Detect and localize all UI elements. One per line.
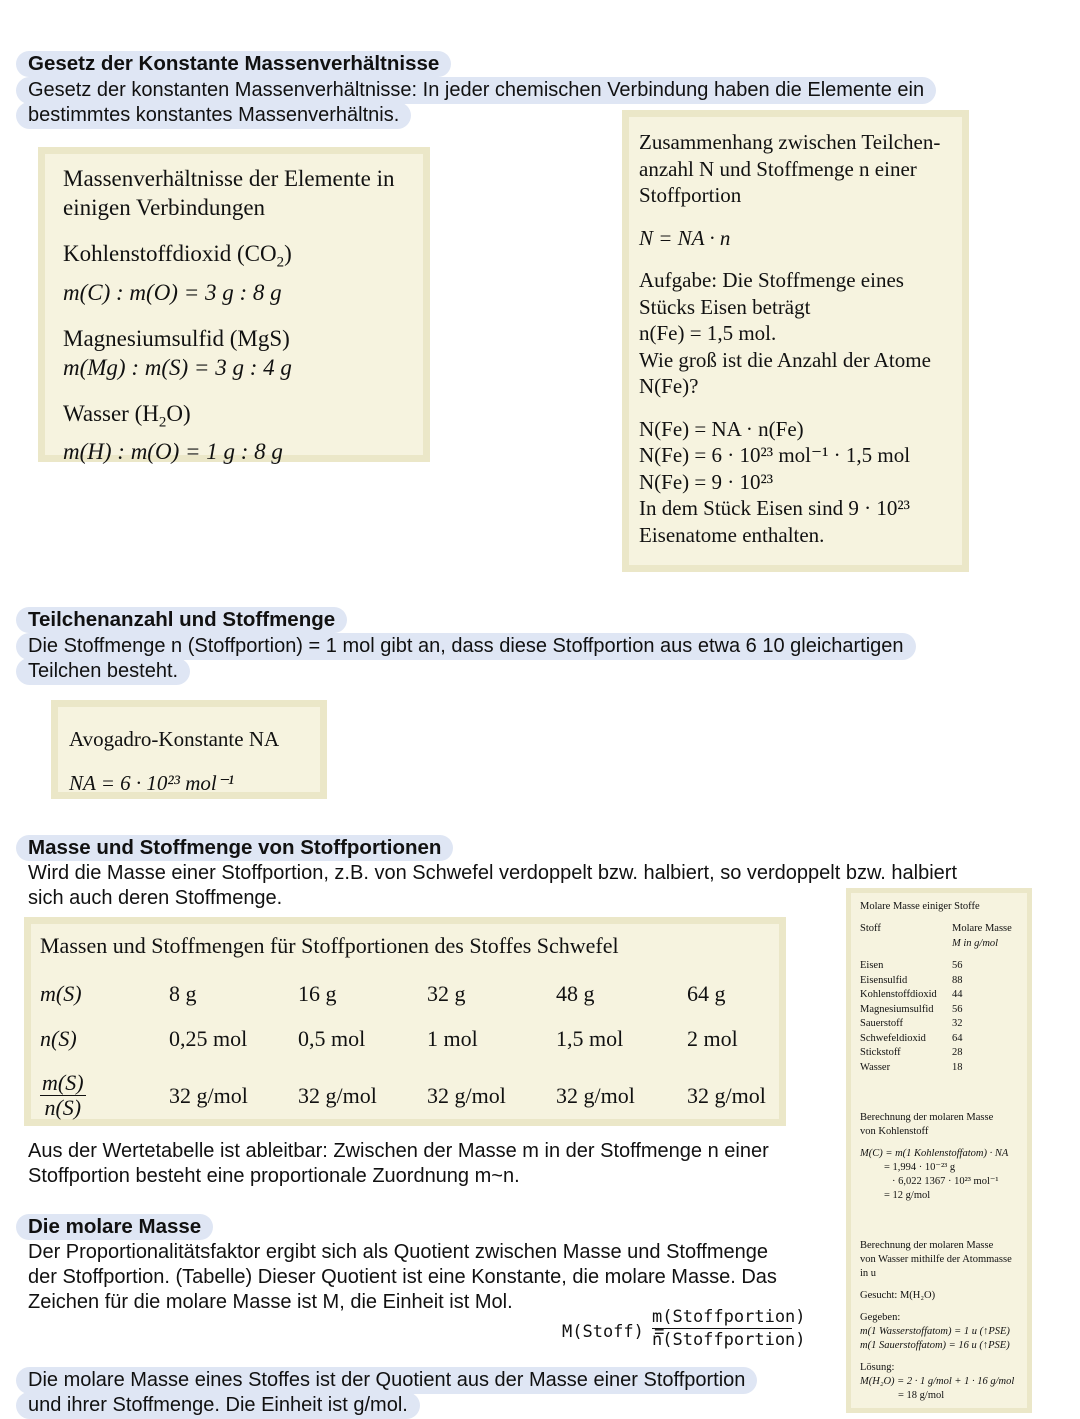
calc-line: Gegeben:: [860, 1312, 901, 1323]
table-row: Wasser 18: [860, 1061, 963, 1073]
table-cell: 32 g/mol: [298, 1083, 377, 1108]
table-cell: 2 mol: [687, 1025, 738, 1051]
handwritten-formula-lhs: M(Stoff) =: [562, 1322, 665, 1342]
row-label: m(S): [40, 980, 82, 1006]
table-cell: 32 g/mol: [687, 1083, 766, 1108]
calc-title: in u: [860, 1268, 877, 1279]
formula: N = NA · n: [639, 225, 731, 250]
section-heading-molar-mass: Die molare Masse: [16, 1214, 213, 1240]
molar-mass-table: [860, 922, 1012, 1075]
calc-line: m(1 Wasserstoffatom) = 1 u (↑PSE): [860, 1326, 1010, 1337]
section-text-line: sich auch deren Stoffmenge.: [28, 887, 283, 909]
compound-name: Kohlenstoffdioxid $(CO_2)$: [63, 241, 292, 271]
table-cell: 1,5 mol: [556, 1025, 624, 1051]
table-cell: 64 g: [687, 980, 726, 1006]
compound-ratio: m(C) : m(O) = 3 g : 8 g: [63, 279, 282, 305]
box-title: einigen Verbindungen: [63, 195, 266, 220]
box-title: Massenverhältnisse der Elemente in: [63, 166, 395, 191]
sulfur-table-box: [24, 917, 786, 1126]
section-text-line: Wird die Masse einer Stoffportion, z.B. von Schwefel verdoppelt bzw. halbiert, so verdoppelt bzw. halbiert: [28, 862, 958, 884]
table-header-row: [860, 922, 1012, 951]
solution-line: Eisenatome enthalten.: [639, 522, 825, 547]
calc-title: Berechnung der molaren Masse: [860, 1112, 994, 1123]
table-cell: 32 g/mol: [427, 1083, 506, 1108]
task-text: Stücks Eisen beträgt: [639, 294, 811, 319]
task-text: N(Fe)?: [639, 374, 699, 398]
calc-line: = 18 g/mol: [898, 1390, 945, 1401]
table-row: [40, 1061, 766, 1131]
section-text-line: Gesetz der konstanten Massenverhältnisse: In jeder chemischen Verbindung haben die Elemente ein: [16, 77, 936, 104]
section-heading-mass-ratio: Gesetz der Konstante Massenverhältnisse: [16, 51, 451, 77]
calc-line: · 6,022 1367 · 10²³ mol⁻¹: [892, 1176, 999, 1187]
solution-line: N(Fe) = 9 · 10²³: [639, 469, 774, 494]
avogadro-value: NA = 6 · 10²³ mol⁻¹: [69, 771, 235, 795]
calc-line: = 12 g/mol: [884, 1190, 931, 1201]
section-text-line: bestimmtes konstantes Massenverhältnis.: [16, 102, 411, 129]
box-title: Stoffportion: [639, 183, 742, 207]
section-text-line: Die Stoffmenge n (Stoffportion) = 1 mol gibt an, dass diese Stoffportion aus etwa 6 10 gleichartigen: [16, 633, 916, 660]
solution-line: N(Fe) = NA · n(Fe): [639, 416, 804, 441]
solution-line: In dem Stück Eisen sind 9 · 10²³: [639, 496, 910, 520]
section-text-line: Stoffportion besteht eine proportionale Zuordnung m~n.: [28, 1165, 520, 1187]
calc-line: M(C) = m(1 Kohlenstoffatom) · NA: [860, 1148, 1009, 1159]
table-row: Stickstoff 28: [860, 1047, 963, 1058]
handwritten-numerator: m(Stoffportion): [652, 1307, 806, 1327]
table-row: [40, 1016, 766, 1061]
table-cell: 16 g: [298, 980, 337, 1006]
section-text-line: der Stoffportion. (Tabelle) Dieser Quotient ist eine Konstante, die molare Masse. Das: [28, 1266, 777, 1288]
side-title: Molare Masse einiger Stoffe: [860, 901, 980, 912]
handwritten-denominator: n(Stoffportion): [652, 1330, 806, 1350]
table-row: [40, 971, 766, 1016]
calc-title: von Kohlenstoff: [860, 1126, 929, 1137]
table-cell: 1 mol: [427, 1025, 478, 1051]
mass-ratios-box: [38, 147, 430, 465]
section-heading-particles: Teilchenanzahl und Stoffmenge: [16, 607, 347, 633]
calc-line: M(H₂O) = 2 · 1 g/mol + 1 · 16 g/mol: [860, 1376, 1015, 1387]
section-heading-mass-amount: Masse und Stoffmenge von Stoffportionen: [16, 835, 453, 861]
column-header: Molare Masse M in g/mol: [952, 923, 1012, 949]
section-text-line: Der Proportionalitätsfaktor ergibt sich als Quotient zwischen Masse und Stoffmenge: [28, 1241, 768, 1263]
table-row: Kohlenstoffdioxid 44: [860, 989, 963, 1000]
table-cell: 32 g/mol: [169, 1083, 248, 1108]
box-title: anzahl N und Stoffmenge n einer: [639, 156, 917, 181]
calc-line: = 1,994 · 10⁻²³ g: [884, 1162, 956, 1173]
section-text-line: Aus der Wertetabelle ist ableitbar: Zwischen der Masse m in der Stoffmenge n einer: [28, 1140, 769, 1162]
calc-title: Berechnung der molaren Masse: [860, 1240, 994, 1251]
summary-line: und ihrer Stoffmenge. Die Einheit ist g/mol.: [16, 1392, 420, 1419]
row-label: n(S): [40, 1025, 77, 1051]
table-row: Schwefeldioxid 64: [860, 1032, 963, 1044]
calc-line: Lösung:: [860, 1362, 895, 1373]
task-text: n(Fe) = 1,5 mol.: [639, 321, 777, 345]
column-header: Stoff: [860, 923, 881, 934]
avogadro-box: [51, 700, 327, 799]
calc-title: von Wasser mithilfe der Atommasse: [860, 1254, 1012, 1265]
table-cell: 0,5 mol: [298, 1025, 366, 1051]
task-text: Aufgabe: Die Stoffmenge eines: [639, 268, 904, 292]
table-cell: 0,25 mol: [169, 1025, 248, 1051]
particle-amount-box: [622, 110, 969, 572]
table-row: Magnesiumsulfid 56: [860, 1003, 963, 1015]
calc-line: m(1 Sauerstoffatom) = 16 u (↑PSE): [860, 1340, 1010, 1351]
compound-ratio: m(H) : m(O) = 1 g : 8 g: [63, 439, 283, 465]
compound-ratio: m(Mg) : m(S) = 3 g : 4 g: [63, 354, 292, 380]
section-text-line: Zeichen für die molare Masse ist M, die Einheit ist Mol.: [28, 1291, 513, 1313]
table-row: Eisensulfid 88: [860, 974, 963, 986]
section-text-line: Teilchen besteht.: [16, 658, 190, 685]
box-title: Avogadro-Konstante NA: [69, 727, 280, 751]
molar-mass-side-box: [846, 888, 1032, 1413]
row-label-fraction: $\frac{m(S)}{n(S)}$: [42, 1070, 84, 1120]
calc-line: Gesucht: M(H₂O): [860, 1290, 936, 1301]
table-cell: 48 g: [556, 980, 595, 1006]
task-text: Wie groß ist die Anzahl der Atome: [639, 347, 931, 372]
handwritten-formula-fraction: [652, 1306, 806, 1351]
sulfur-table: [40, 971, 766, 1131]
box-title: Zusammenhang zwischen Teilchen-: [639, 130, 941, 154]
summary-line: Die molare Masse eines Stoffes ist der Quotient aus der Masse einer Stoffportion: [16, 1367, 757, 1394]
solution-line: N(Fe) = 6 · 10²³ mol⁻¹ · 1,5 mol: [639, 443, 911, 467]
table-title: Massen und Stoffmengen für Stoffportionen des Stoffes Schwefel: [40, 933, 619, 958]
table-row: Eisen 56: [860, 960, 963, 971]
table-cell: 32 g: [427, 980, 466, 1006]
table-row: Sauerstoff 32: [860, 1018, 963, 1029]
compound-name: Magnesiumsulfid (MgS): [63, 325, 290, 351]
table-cell: 32 g/mol: [556, 1083, 635, 1108]
table-cell: 8 g: [169, 980, 197, 1006]
compound-name: Wasser $(H_2O)$: [63, 400, 191, 431]
